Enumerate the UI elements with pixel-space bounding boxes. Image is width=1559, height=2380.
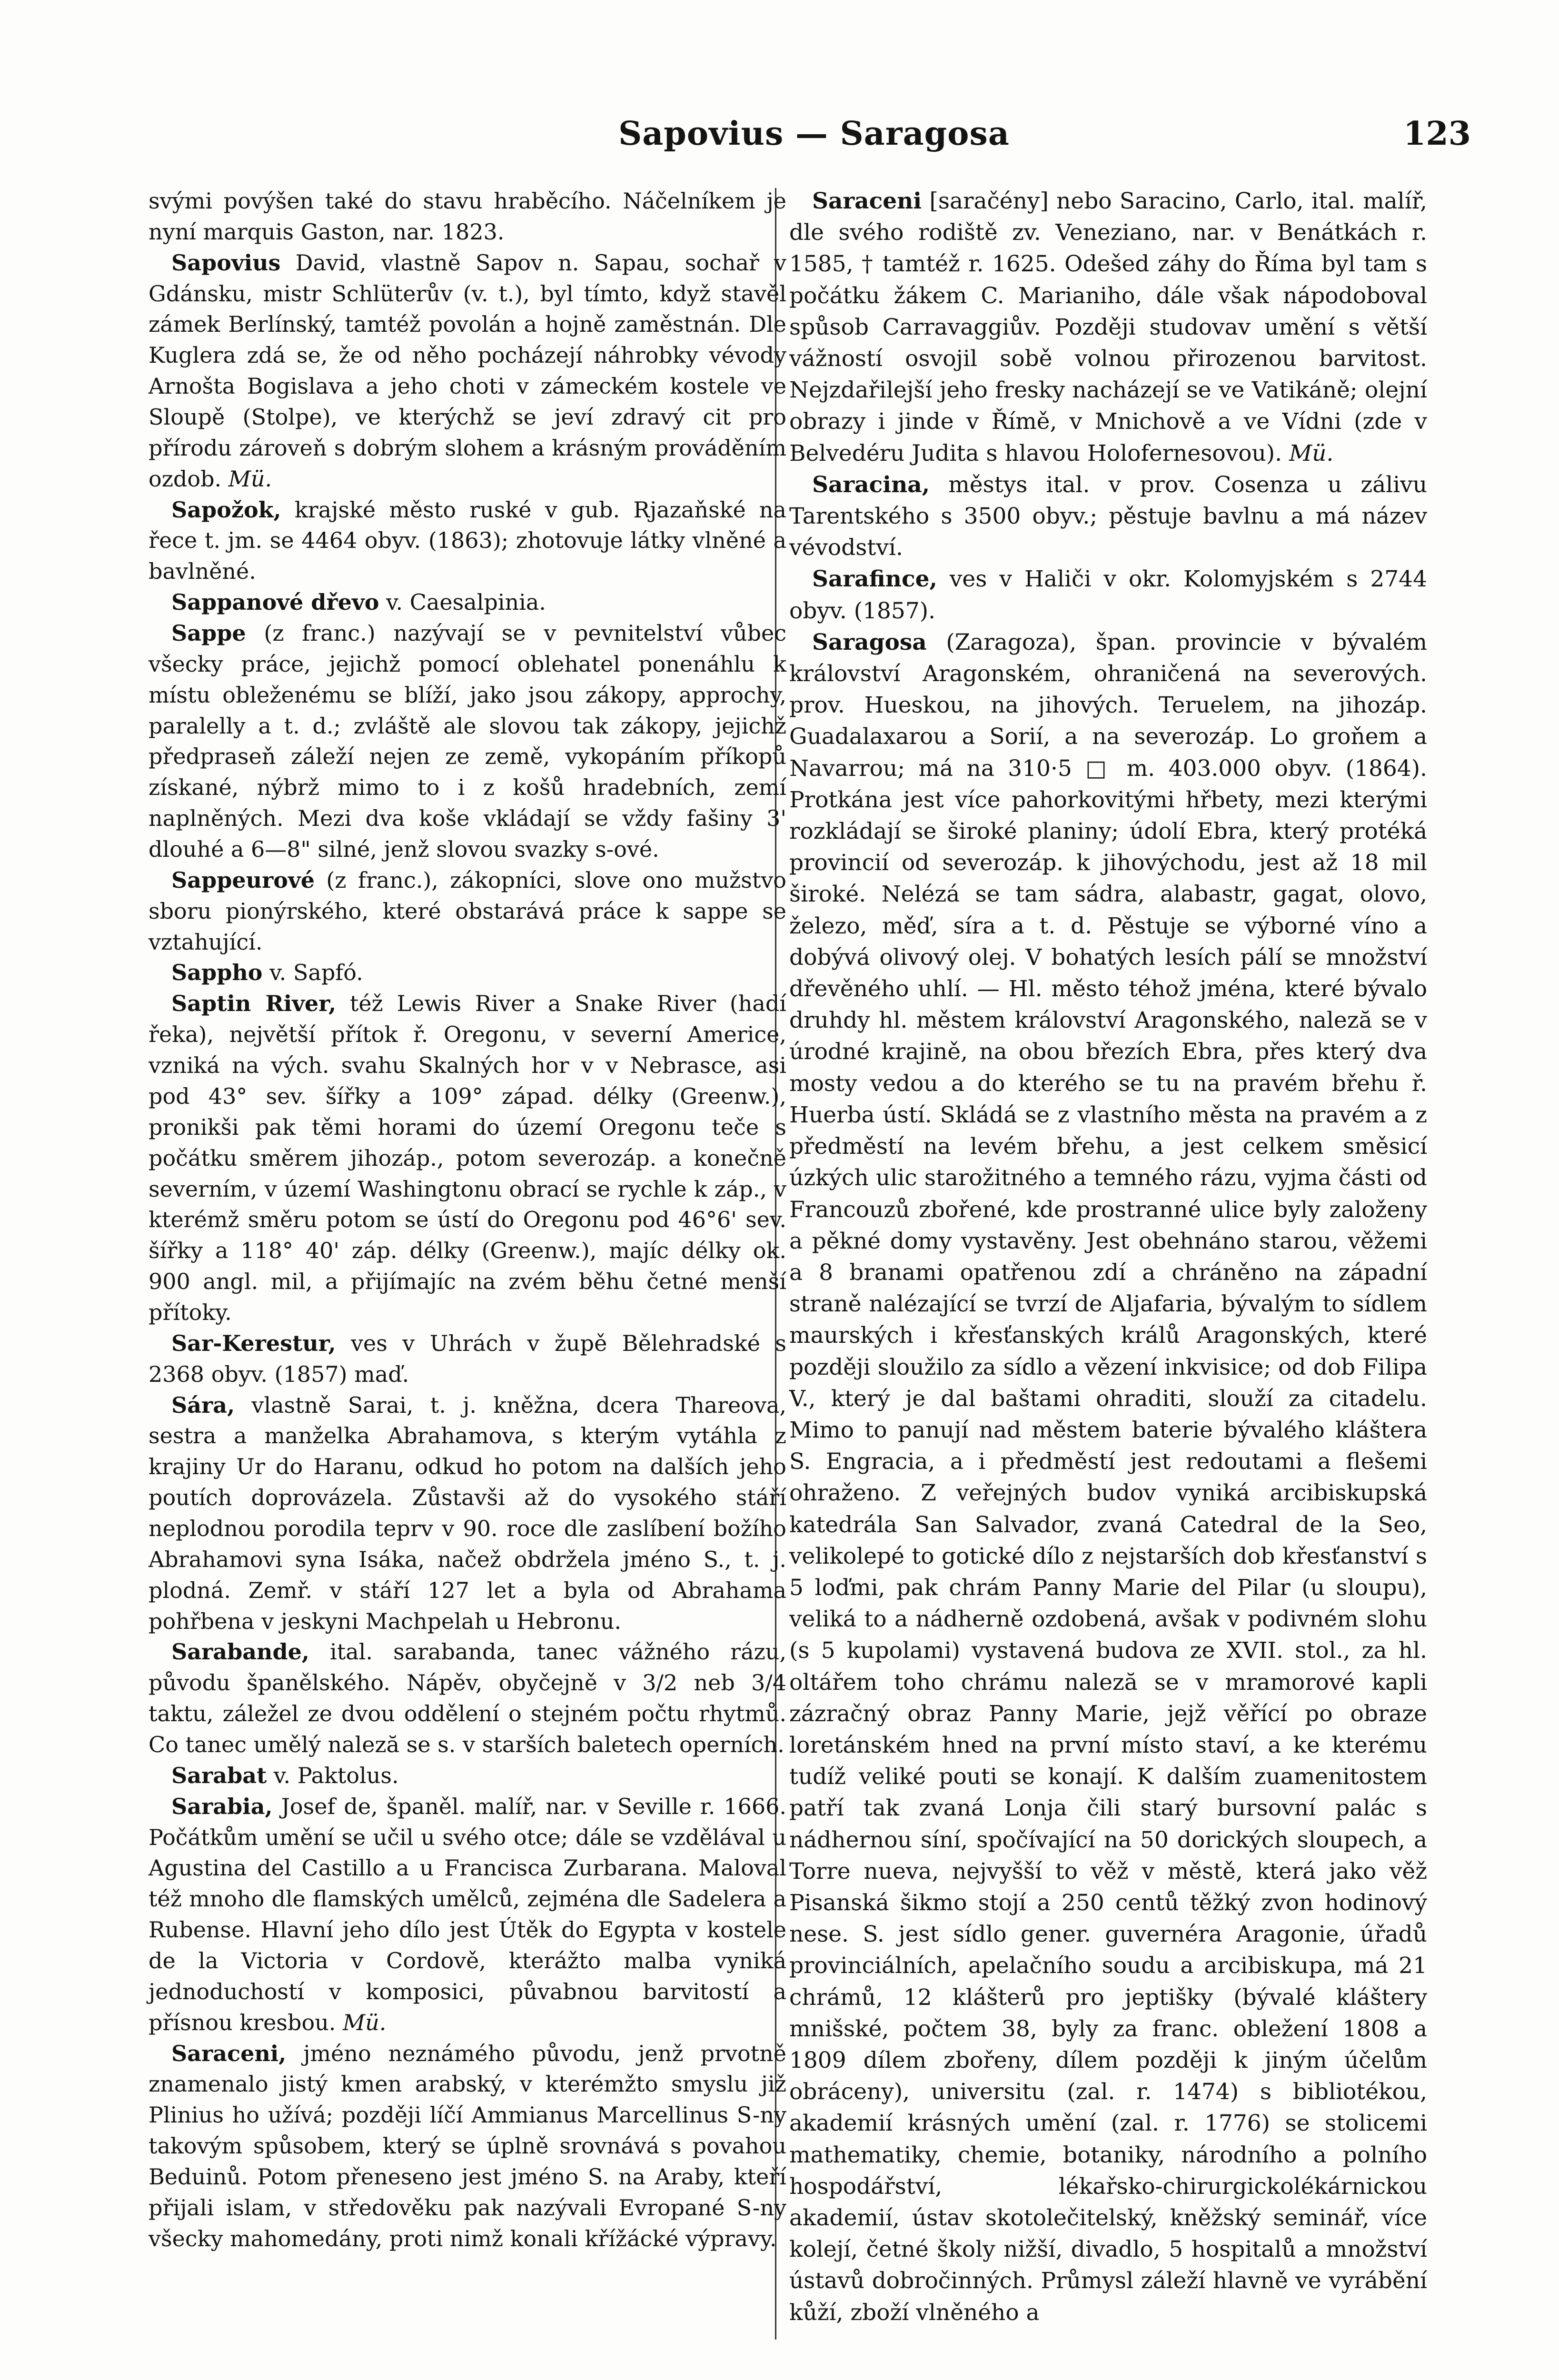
- dictionary-entry: [149, 186, 786, 248]
- entry-text: též Lewis River a Snake River (hadí řeka), největší přítok ř. Oregonu, v severní Americe, vzniká na vých. svahu Skalných hor v v Nebrasce, asi pod 43° sev. šířky a 109° západ. délky (Greenw.), pronikši pak těmi horami do území Oregonu teče s počátku směrem jihozáp., potom severozáp. a konečně severním, v území Washingtonu obrací se rychle k záp., v kterémž směru potom se ústí do Oregonu pod 46°6' sev. šířky a 118° 40' záp. délky (Greenw.), majíc délky ok. 900 angl. mil, a přijímajíc na zvém běhu četné menší přítoky.: [149, 991, 786, 1325]
- entry-headword: Sarabande,: [171, 1639, 309, 1665]
- entry-text: ital. sarabanda, tanec vážného rázu, původu španělského. Nápěv, obyčejně v 3/2 neb 3/4 taktu, záležel ze dvou oddělení o stejném počtu rhytmů. Co tanec umělý naleză se s. v starších baletech operních.: [149, 1639, 786, 1757]
- dictionary-entry: [149, 618, 786, 865]
- entry-text: [saračény] nebo Saracino, Carlo, ital. malíř, dle svého rodiště zv. Veneziano, nar. v Benátkách r. 1585, † tamtéž r. 1625. Odešed záhy do Říma byl tam s počátku žákem C. Marianiho, dále však nápodoboval spůsob Carravaggiův. Později studovav umění s větší vážností osvojil sobě volnou přirozenou barvitost. Nejzdařilejší jeho fresky nacházejí se ve Vatikáně; olejní obrazy i jinde v Římě, v Mnichově a ve Vídni (zde v Belvedéru Judita s hlavou Holofernesovou).: [789, 188, 1427, 466]
- dictionary-entry: [149, 1328, 786, 1390]
- entry-text: krajské město ruské v gub. Rjazaňské na řece t. jm. se 4464 obyv. (1863); zhotovuje látky vlněné a bavlněné.: [149, 496, 786, 585]
- dictionary-entry: [149, 1791, 786, 2038]
- entry-text: jméno neznámého původu, jenž prvotně znamenalo jistý kmen arabský, v kterémžto smyslu již Plinius ho užívá; později líčí Ammianus Marcellinus S-ny takovým spůsobem, který se úplně srovnává s povahou Beduinů. Potom přeneseno jest jméno S. na Araby, kteří přijali islam, v středověku pak nazývali Evropané S-ny všecky mahomedány, proti nimž konali křížácké výpravy.: [149, 2040, 786, 2251]
- entry-headword: Sapovius: [171, 249, 281, 276]
- entry-headword: Saraceni,: [171, 2040, 287, 2066]
- entry-text: (z franc.) nazývají se v pevnitelství vůbec všecky práce, jejichž pomocí oblehatel ponenáhlu k místu obleženému se blíží, jako jsou zákopy, approchy, paralelly a t. d.; zvláště ale slovou tak zákopy, jejichž předpraseň záleží nejen ze země, vykopáním příkopů získané, nýbrž mimo to i z košů hradebních, zemí naplněných. Mezi dva koše vkládají se vždy fašiny 3' dlouhé a 6—8" silné, jenž slovou svazky s-ové.: [149, 620, 786, 863]
- left-column: [149, 186, 786, 2254]
- entry-text: ves v Haliči v okr. Kolomyjském s 2744 obyv. (1857).: [789, 566, 1427, 624]
- dictionary-entry: [149, 587, 786, 618]
- dictionary-entry: [149, 988, 786, 1328]
- page-number: 123: [1403, 115, 1471, 153]
- dictionary-entry: [149, 1760, 786, 1791]
- entry-text: David, vlastně Sapov n. Sapau, sochař v Gdánsku, mistr Schlüterův (v. t.), byl tímto, když stavěl zámek Berlínský, tamtéž povolán a hojně zaměstnán. Dle Kuglera zdá se, že od něho pocházejí náhrobky vévody Arnošta Bogislava a jeho choti v zámeckém kostele ve Sloupě (Stolpe), ve kterýchž se jeví zdravý cit pro přírodu zároveň s dobrým slohem a krásným prováděním ozdob.: [149, 249, 786, 492]
- author-signature: Mü.: [343, 2009, 387, 2035]
- dictionary-entry: [149, 248, 786, 495]
- entry-text: svými povýšen také do stavu hraběcího. Náčelníkem je nyní marquis Gaston, nar. 1823.: [149, 188, 786, 245]
- dictionary-entry: [149, 1390, 786, 1637]
- entry-text: městys ital. v prov. Cosenza u zálivu Tarentského s 3500 obyv.; pěstuje bavlnu a má název vévodství.: [789, 471, 1427, 561]
- dictionary-entry: [789, 469, 1427, 564]
- entry-headword: Sarabia,: [171, 1793, 273, 1819]
- entry-headword: Sappanové dřevo: [171, 589, 379, 615]
- entry-headword: Saracina,: [812, 471, 930, 498]
- entry-text: (z franc.), zákopníci, slove ono mužstvo sboru pionýrského, které obstarává práce k sappe se vztahující.: [149, 867, 786, 955]
- dictionary-entry: [789, 186, 1427, 469]
- dictionary-entry: [149, 865, 786, 958]
- dictionary-entry: [789, 627, 1427, 2329]
- dictionary-entry: [149, 495, 786, 587]
- entry-headword: Saraceni: [812, 188, 922, 214]
- entry-text: v. Paktolus.: [273, 1762, 399, 1788]
- entry-text: (Zaragoza), špan. provincie v bývalém království Aragonském, ohraničená na severových. prov. Hueskou, na jihových. Teruelem, na jihozáp. Guadalaxarou a Sorií, a na severozáp. Lo groňem a Navarrou; má na 310·5 □ m. 403.000 obyv. (1864). Protkána jest více pahorkovitými hřbety, mezi kterými rozkládají se široké planiny; údolí Ebra, který protéká provincií od severozáp. k jihovýchodu, jest až 18 mil široké. Nelézá se tam sádra, alabastr, gagat, olovo, železo, měď, síra a t. d. Pěstuje se výborné víno a dobývá olivový olej. V bohatých lesích pálí se množství dřevěného uhlí. — Hl. město téhož jména, které bývalo druhdy hl. městem království Aragonského, naleză se v úrodné krajině, na obou březích Ebra, přes který dva mosty vedou a do kterého se tu na pravém břehu ř. Huerba ústí. Skládá se z vlastního města na pravém a z předměstí na levém břehu, a jest celkem směsicí úzkých ulic starožitného a temného rázu, vyjma části od Francouzů zbořené, kde prostranné ulice byly založeny a pěkné domy vystavěny. Jest obehnáno starou, věžemi a 8 branami opatřenou zdí a chráněno na západní straně nalézající se tvrzí de Aljafaria, bývalým to sídlem maurských i křesťanských králů Aragonských, které později sloužilo za sídlo a vězení inkvisice; od dob Filipa V., který je dal baštami ohraditi, slouží za citadelu. Mimo to panují nad městem baterie bývalého kláštera S. Engracia, a i předměstí jest redoutami a flešemi ohraženo. Z veřejných budov vyniká arcibiskupská katedrála San Salvador, zvaná Catedral de la Seo, velikolepé to gotické dílo z nejstarších dob křesťanství s 5 loďmi, pak chrám Panny Marie del Pilar (u sloupu), veliká to a nádherně ozdobená, avšak v podivném slohu (s 5 kupolami) vystavená budova ze XVII. stol., za hl. oltářem toho chrámu naleză se v mramorové kapli zázračný obraz Panny Marie, jejž věřící po obraze loretánském hned na první místo staví, a ke kterému tudíž veliké pouti se konají. K dalším zuamenitostem patří tak zvaná Lonja čili starý bursovní palác s nádhernou síní, spočívající na 50 dorických sloupech, a Torre nueva, nejvyšší to věž v městě, která jako věž Pisanská šikmo stojí a 250 centů těžký zvon hodinový nese. S. jest sídlo gener. guvernéra Aragonie, úřadů provinciálních, apelačního soudu a arcibiskupa, má 21 chrámů, 12 klášterů pro jeptišky (bývalé kláštery mnišské, počtem 38, byly za franc. obležení 1808 a 1809 dílem zbořeny, dílem později k jiným účelům obráceny), universitu (zal. r. 1474) s bibliotékou, akademií krásných umění (zal. r. 1776) se stolicemi mathematiky, chemie, botaniky, národního a polního hospodářství, lékařsko-chirurgickolékárnickou akademií, ústav skotolečitelský, kněžský seminář, více kolejí, četné školy nižší, divadlo, 5 hospitalů a množství ústavů dobročinných. Průmysl záleží hlavně ve vyrábění kůží, zboží vlněného a: [789, 629, 1427, 2326]
- dictionary-entry: [149, 957, 786, 988]
- entry-headword: Sapožok,: [171, 496, 281, 523]
- right-column: [789, 186, 1427, 2329]
- entry-text: ves v Uhrách v župě Bělehradské s 2368 obyv. (1857) maď.: [149, 1330, 786, 1387]
- entry-headword: Sappeurové: [171, 867, 315, 893]
- entry-headword: Saptin River,: [171, 991, 337, 1017]
- author-signature: Mü.: [1289, 440, 1334, 466]
- entry-headword: Sappho: [171, 960, 263, 986]
- page-header: [157, 107, 1471, 159]
- entry-headword: Sarafince,: [812, 566, 937, 593]
- entry-headword: Sarabat: [171, 1762, 267, 1788]
- dictionary-entry: [149, 2038, 786, 2254]
- author-signature: Mü.: [228, 466, 272, 492]
- entry-headword: Sappe: [171, 620, 246, 646]
- entry-text: v. Caesalpinia.: [386, 589, 546, 615]
- entry-headword: Sar-Kerestur,: [171, 1330, 336, 1356]
- entry-text: Josef de, španěl. malíř, nar. v Seville r. 1666. Počátkům umění se učil u svého otce; dále se vzdělával u Agustina del Castillo a u Francisca Zurbarana. Maloval též mnoho dle flamských umělců, zejména dle Sadelera a Rubense. Hlavní jeho dílo jest Útěk do Egypta v kostele de la Victoria v Cordově, kterážto malba vyniká jednoduchostí v komposici, půvabnou barvitostí a přísnou kresbou.: [149, 1793, 786, 2035]
- dictionary-entry: [789, 564, 1427, 626]
- entry-headword: Saragosa: [812, 629, 927, 655]
- entry-headword: Sára,: [171, 1392, 235, 1418]
- dictionary-entry: [149, 1636, 786, 1760]
- running-title: Sapovius — Saragosa: [618, 115, 1010, 153]
- entry-text: v. Sapfó.: [269, 960, 363, 986]
- entry-text: vlastně Sarai, t. j. kněžna, dcera Thareova, sestra a manželka Abrahamova, s kterým vytáhla z krajiny Ur do Haranu, odkud ho potom na dalších jeho poutích doprovázela. Zůstavši až do vysokého stáří neplodnou porodila teprv v 90. roce dle zaslíbení božího Abrahamovi syna Isáka, načež obdržela jméno S., t. j. plodná. Zemř. v stáří 127 let a byla od Abrahama pohřbena v jeskyni Machpelah u Hebronu.: [149, 1392, 787, 1634]
